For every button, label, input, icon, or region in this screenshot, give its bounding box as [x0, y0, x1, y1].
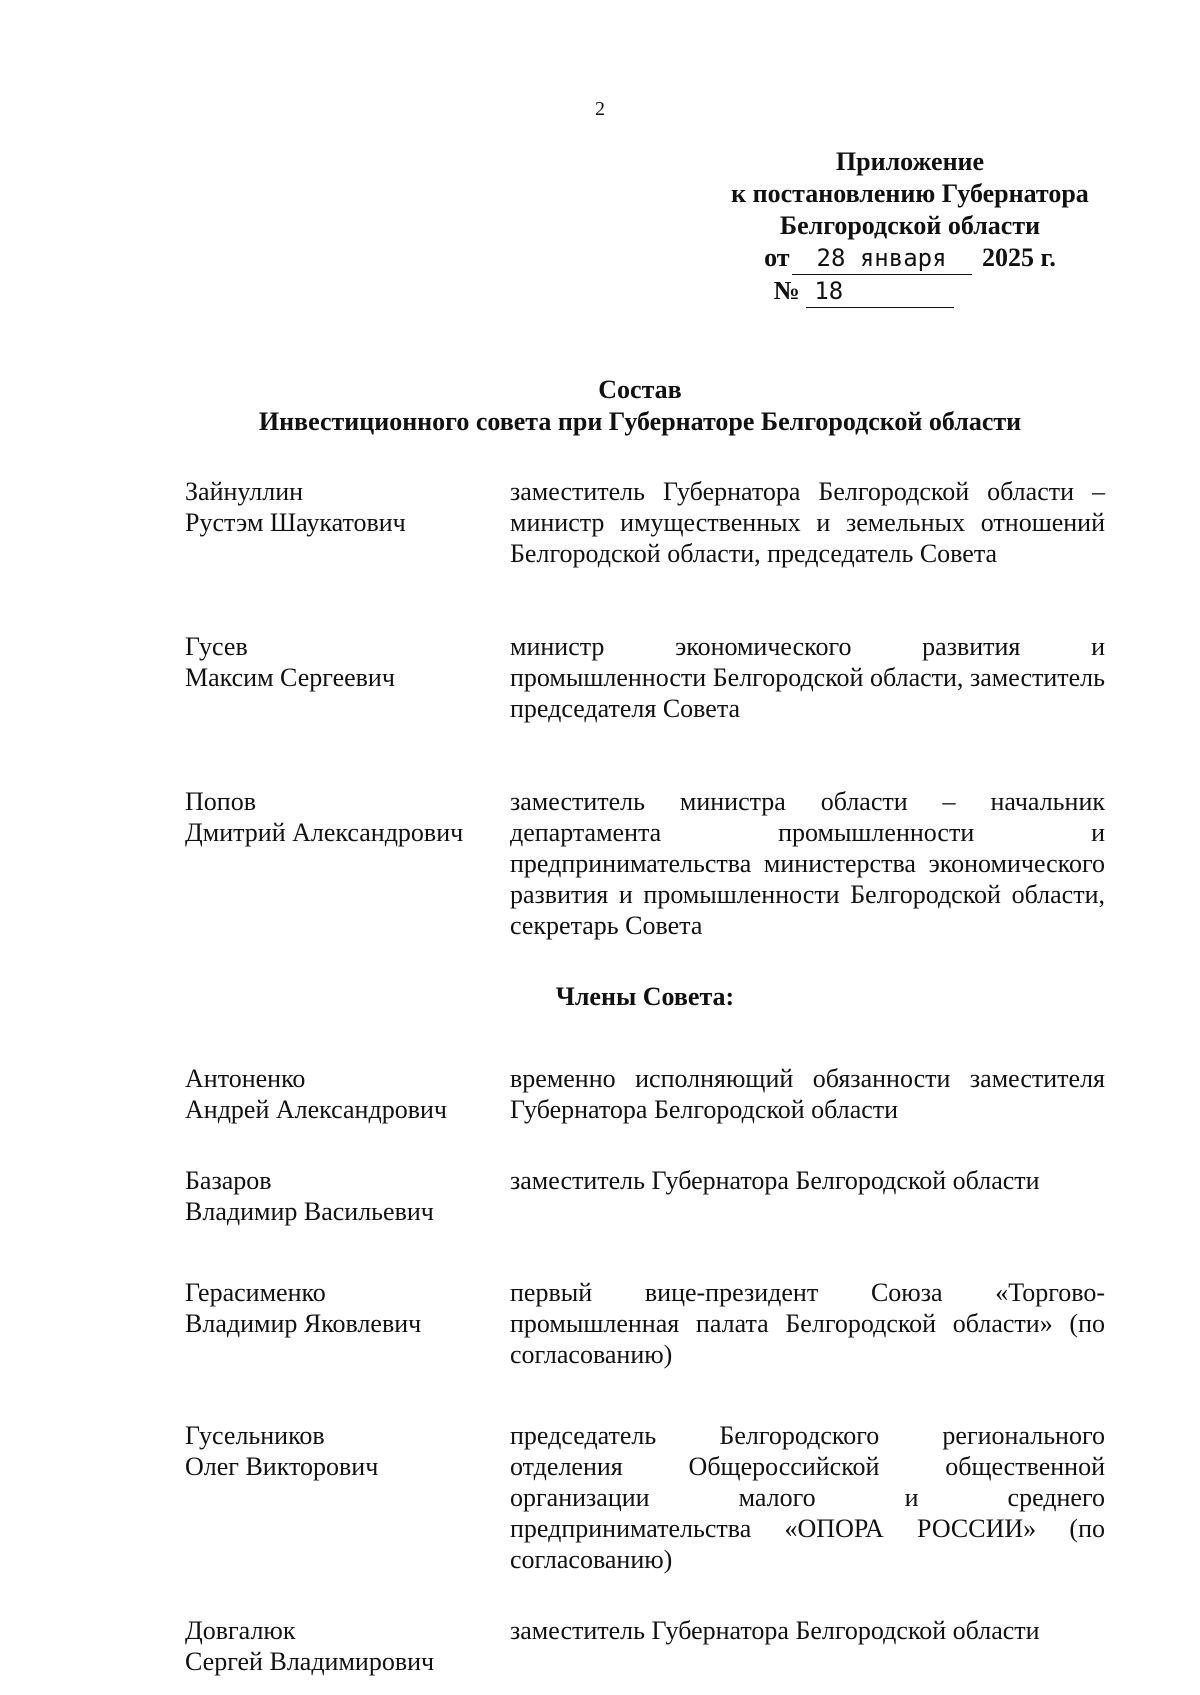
member-name [185, 1063, 510, 1125]
member-surname: Гусельников [185, 1421, 325, 1450]
document-title [0, 374, 1200, 438]
appendix-number-line [654, 275, 1074, 308]
number-value: 18 [806, 275, 954, 308]
member-given-names: Владимир Яковлевич [185, 1309, 422, 1338]
member-position: председатель Белгородского регионального отделения Общероссийской общественной организации малого и среднего предпринимательства «ОПОРА РОССИИ» (по согласованию) [510, 1421, 1105, 1574]
member-surname: Антоненко [185, 1064, 306, 1093]
number-prefix: № [773, 276, 800, 305]
date-value: 28 января [792, 242, 972, 275]
council-composition [185, 476, 1105, 1677]
member-position: заместитель Губернатора Белгородской области [510, 1166, 1040, 1195]
member-surname: Довгалюк [185, 1616, 296, 1645]
list-item [185, 786, 1105, 941]
member-given-names: Максим Сергеевич [185, 663, 395, 692]
member-given-names: Олег Викторович [185, 1452, 379, 1481]
member-name [185, 631, 510, 724]
list-item [185, 1165, 1105, 1227]
member-given-names: Сергей Владимирович [185, 1647, 435, 1676]
title-line-2: Инвестиционного совета при Губернаторе Белгородской области [258, 407, 1022, 436]
member-position: заместитель Губернатора Белгородской области [510, 1616, 1040, 1645]
member-given-names: Андрей Александрович [185, 1095, 447, 1124]
member-name [185, 786, 510, 941]
appendix-header [700, 146, 1120, 308]
member-given-names: Рустэм Шаукатович [185, 508, 406, 537]
member-position: заместитель Губернатора Белгородской области – министр имущественных и земельных отношений Белгородской области, председатель Совета [510, 477, 1105, 568]
member-name [185, 476, 510, 569]
date-year: 2025 г. [982, 243, 1056, 272]
title-line-1: Состав [598, 375, 682, 404]
member-name [185, 1420, 510, 1575]
member-position: временно исполняющий обязанности заместителя Губернатора Белгородской области [510, 1064, 1105, 1124]
member-position: министр экономического развития и промышленности Белгородской области, заместитель председателя Совета [510, 632, 1105, 723]
appendix-region-line: Белгородской области [779, 211, 1041, 240]
members-heading: Члены Совета: [555, 982, 735, 1011]
appendix-title: Приложение [835, 147, 985, 176]
appendix-decree-line: к постановлению Губернатора [731, 179, 1089, 208]
list-item [185, 1063, 1105, 1125]
list-item [185, 1615, 1105, 1677]
member-position: заместитель министра области – начальник департамента промышленности и предпринимательства министерства экономического развития и промышленности Белгородской области, секретарь Совета [510, 787, 1105, 940]
member-surname: Зайнуллин [185, 477, 304, 506]
member-surname: Базаров [185, 1166, 272, 1195]
member-name [185, 1277, 510, 1370]
member-surname: Гусев [185, 632, 248, 661]
page-number: 2 [595, 98, 605, 120]
list-item [185, 631, 1105, 724]
member-given-names: Дмитрий Александрович [185, 818, 464, 847]
member-name [185, 1165, 510, 1227]
member-surname: Попов [185, 787, 256, 816]
member-surname: Герасименко [185, 1278, 326, 1307]
date-prefix: от [764, 243, 790, 272]
list-item [185, 1420, 1105, 1575]
member-position: первый вице-президент Союза «Торгово-промышленная палата Белгородской области» (по согласованию) [510, 1278, 1105, 1369]
member-name [185, 1615, 510, 1677]
member-given-names: Владимир Васильевич [185, 1197, 434, 1226]
appendix-date-line [700, 242, 1120, 275]
list-item [185, 476, 1105, 569]
list-item [185, 1277, 1105, 1370]
